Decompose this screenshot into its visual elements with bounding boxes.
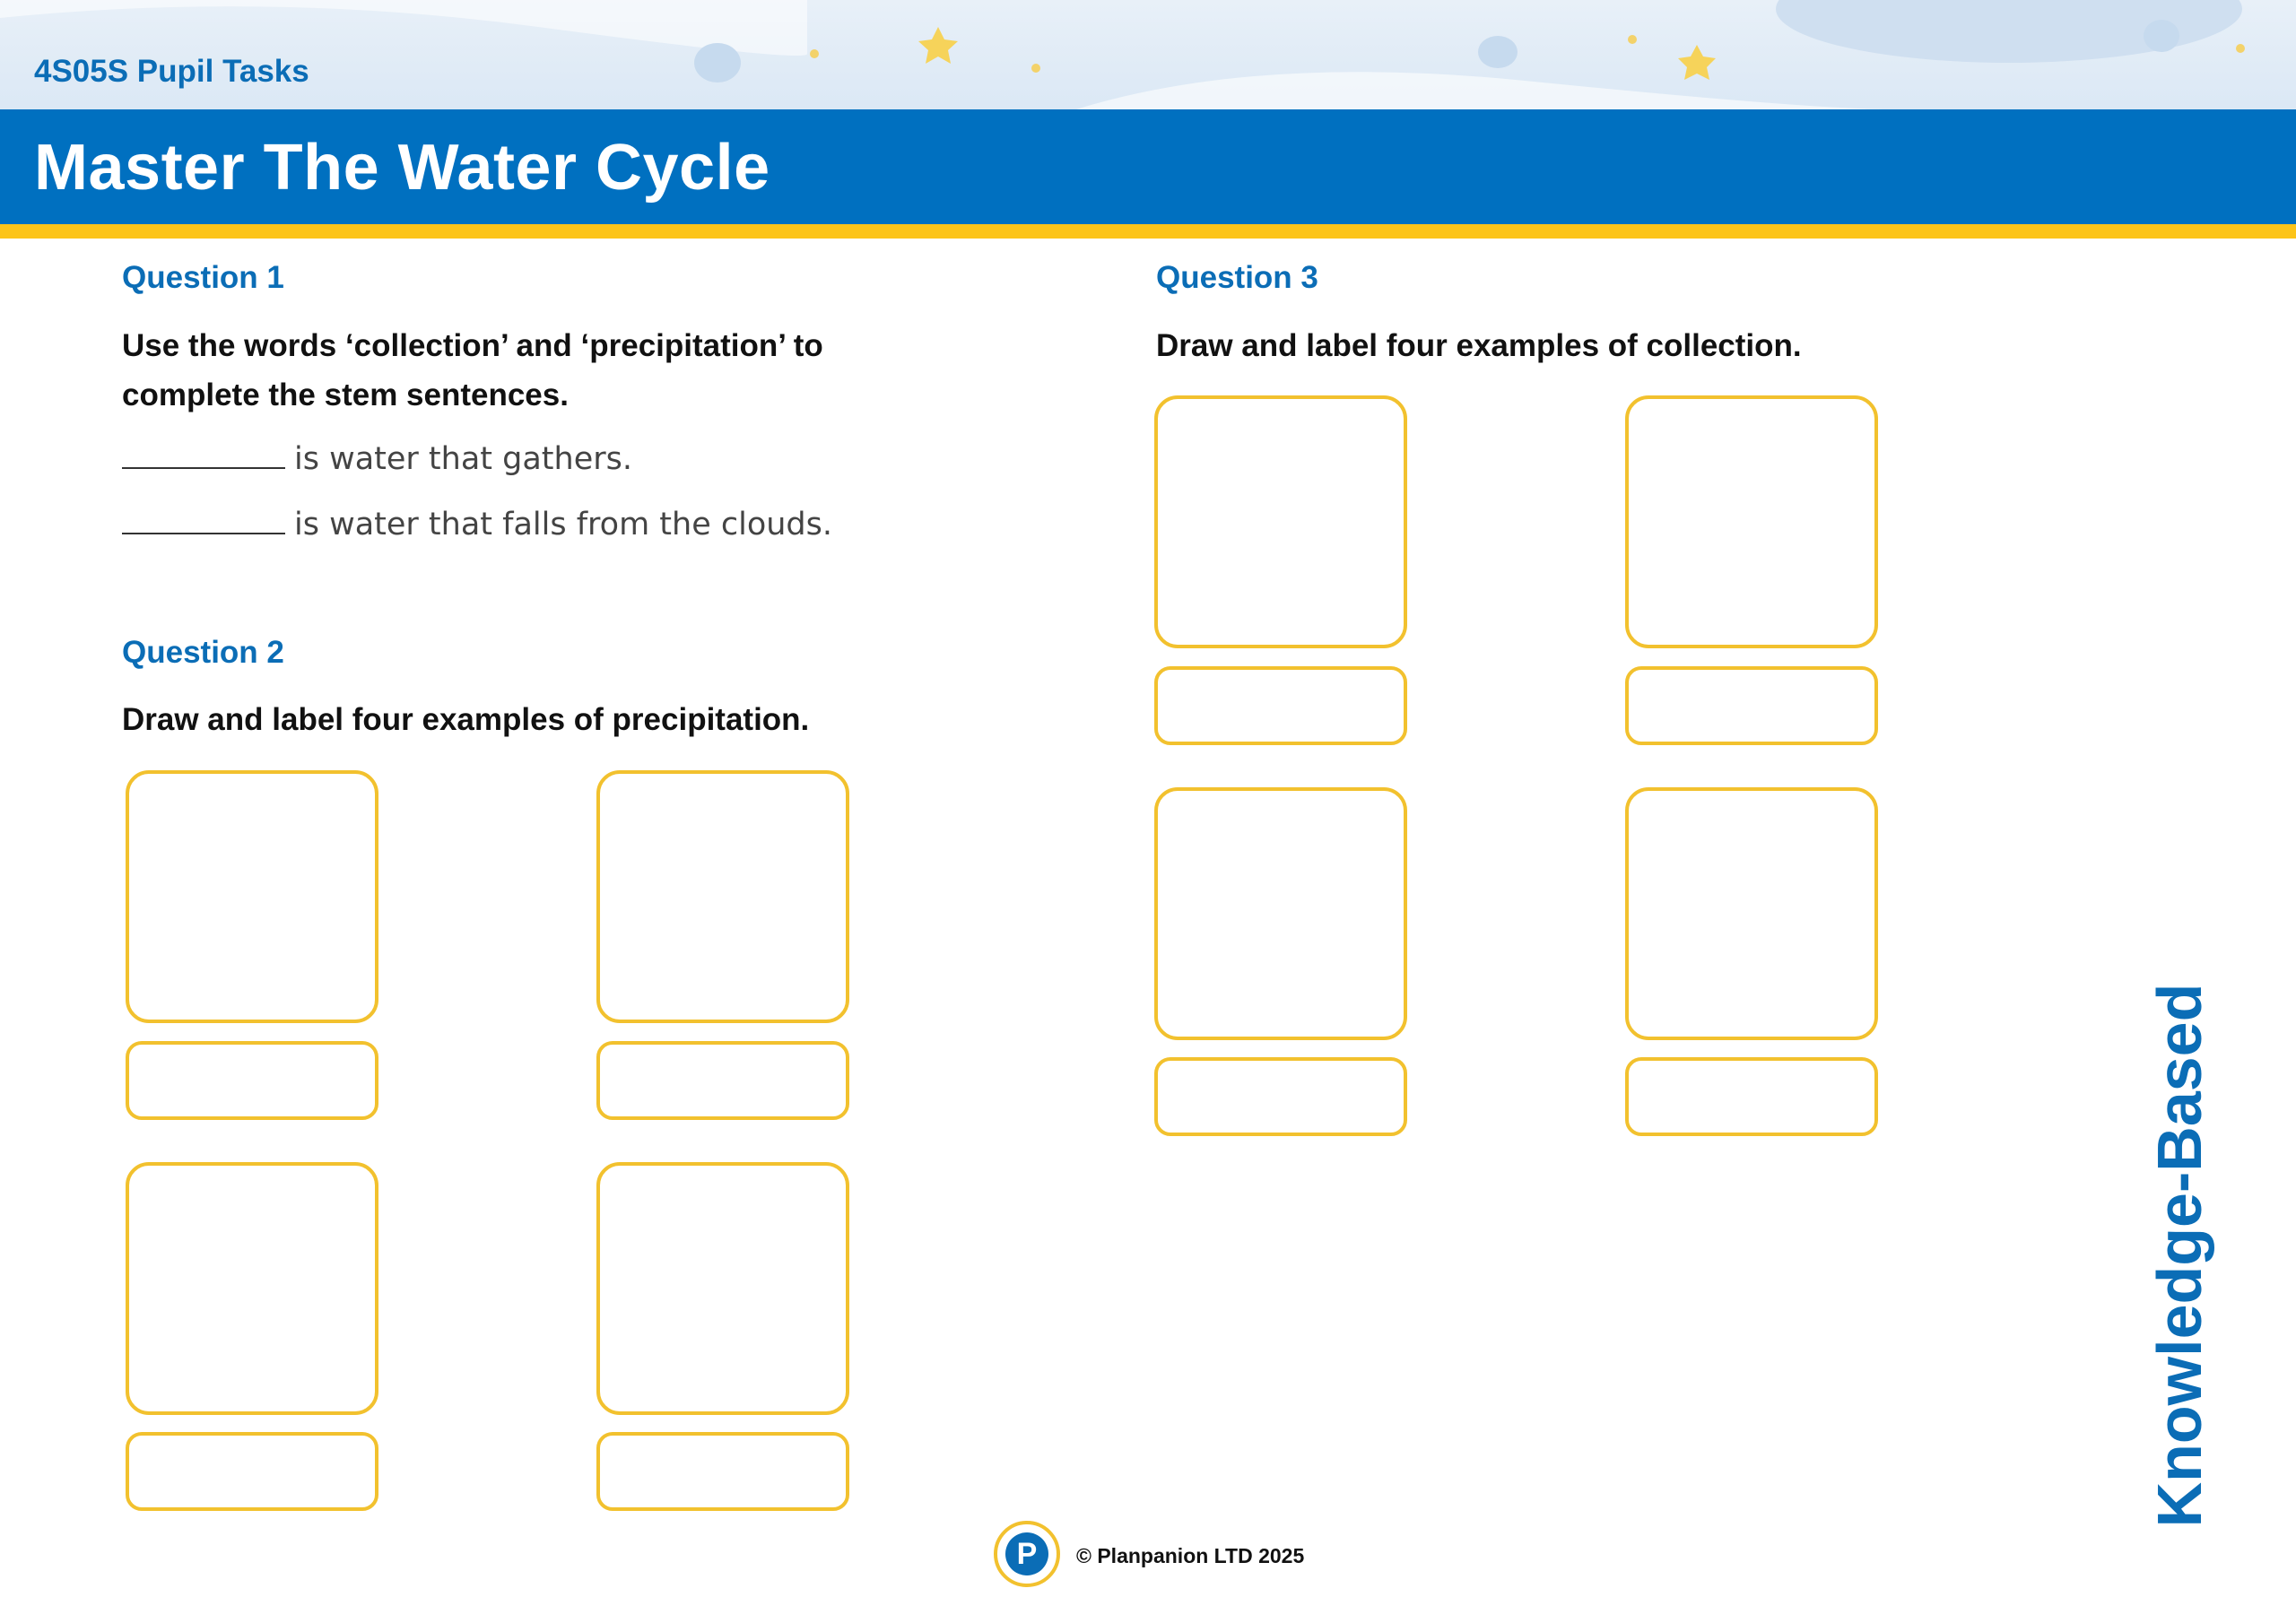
planpanion-logo-icon: [994, 1521, 1060, 1587]
question-2-instruction: Draw and label four examples of precipitation.: [122, 702, 810, 737]
collection-label-box-2[interactable]: [1625, 666, 1878, 745]
collection-drawing-box-1[interactable]: [1154, 395, 1407, 648]
copyright-text: © Planpanion LTD 2025: [1076, 1544, 1305, 1567]
precipitation-drawing-box-2[interactable]: [596, 770, 849, 1023]
page-title: Master The Water Cycle: [34, 132, 770, 204]
header-banner: [0, 0, 2296, 109]
question-1-instruction-line-2: complete the stem sentences.: [122, 378, 569, 412]
collection-label-box-3[interactable]: [1154, 1057, 1407, 1136]
precipitation-drawing-box-1[interactable]: [126, 770, 378, 1023]
question-1-instruction-line-1: Use the words ‘collection’ and ‘precipitation’ to: [122, 328, 823, 363]
knowledge-based-text: Knowledge-Based: [2144, 983, 2214, 1528]
collection-drawing-box-3[interactable]: [1154, 787, 1407, 1040]
answer-blank-2[interactable]: [122, 533, 285, 534]
precipitation-drawing-box-4[interactable]: [596, 1162, 849, 1415]
precipitation-label-box-3[interactable]: [126, 1432, 378, 1511]
precipitation-label-box-1[interactable]: [126, 1041, 378, 1120]
stem-sentence-2-text: is water that falls from the clouds.: [294, 507, 832, 542]
logo-letter: P: [1005, 1532, 1048, 1575]
question-3-heading: Question 3: [1156, 260, 1318, 295]
banner-decoration: [0, 0, 2296, 109]
question-1-heading: Question 1: [122, 260, 284, 295]
pupil-tasks-label: 4S05S Pupil Tasks: [34, 54, 309, 89]
precipitation-label-box-4[interactable]: [596, 1432, 849, 1511]
answer-blank-1[interactable]: [122, 467, 285, 469]
title-underline: [0, 224, 2296, 239]
question-3-instruction: Draw and label four examples of collection.: [1156, 328, 1802, 363]
stem-sentence-1: [122, 441, 632, 477]
stem-sentence-1-text: is water that gathers.: [294, 441, 632, 477]
collection-label-box-1[interactable]: [1154, 666, 1407, 745]
knowledge-based-tag: [2090, 950, 2269, 1533]
precipitation-drawing-box-3[interactable]: [126, 1162, 378, 1415]
precipitation-label-box-2[interactable]: [596, 1041, 849, 1120]
collection-drawing-box-4[interactable]: [1625, 787, 1878, 1040]
collection-drawing-box-2[interactable]: [1625, 395, 1878, 648]
question-2-heading: Question 2: [122, 635, 284, 670]
collection-label-box-4[interactable]: [1625, 1057, 1878, 1136]
stem-sentence-2: [122, 507, 832, 542]
